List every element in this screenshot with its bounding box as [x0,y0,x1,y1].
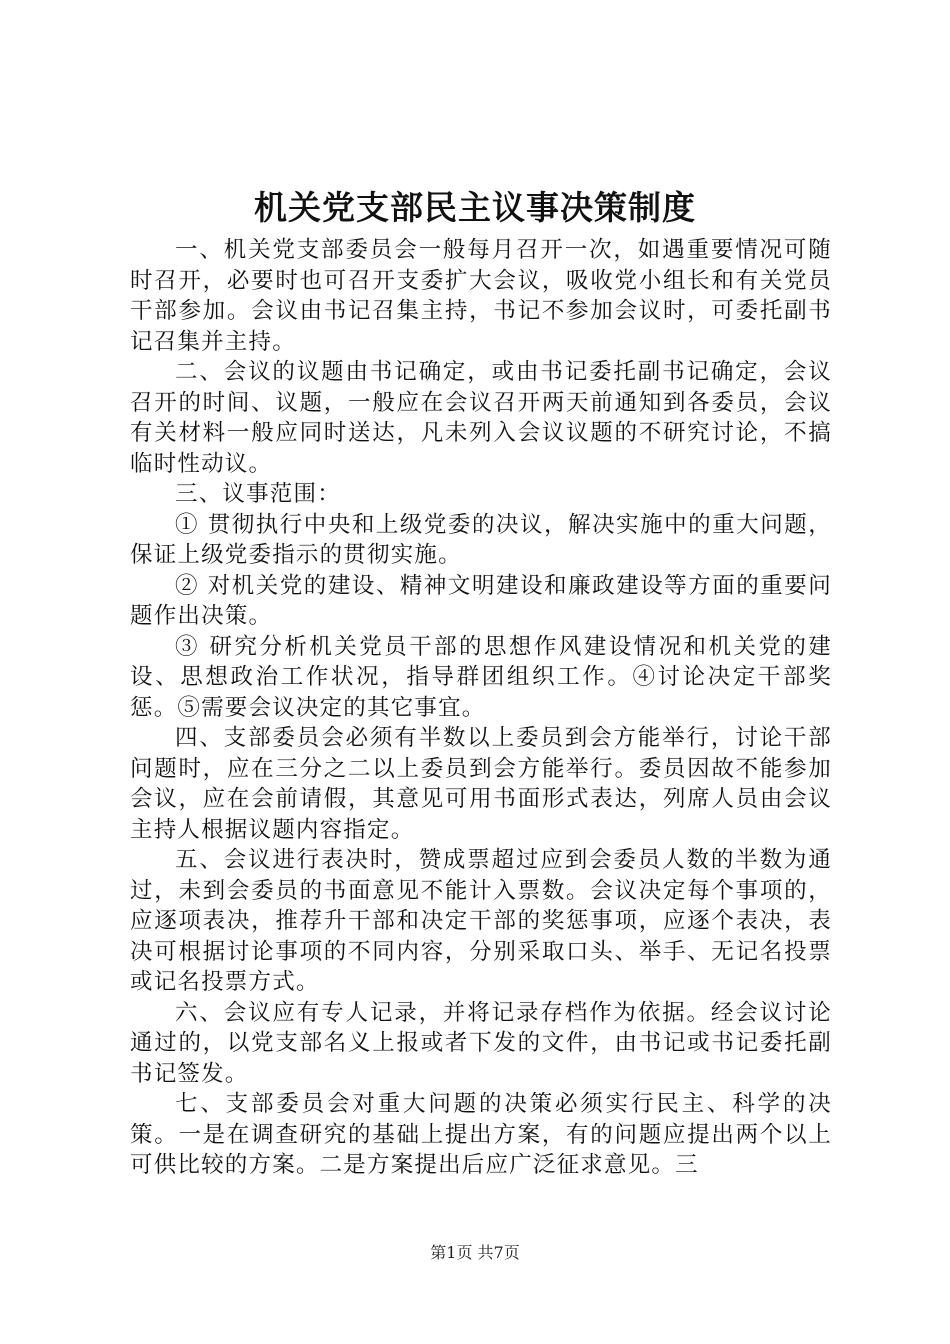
paragraph-4: 四、支部委员会必须有半数以上委员到会方能举行，讨论干部问题时，应在三分之二以上委员到会方能举行。委员因故不能参加会议，应在会前请假，其意见可用书面形式表达，列席人员由会议主持人根据议题内容指定。 [130,725,832,843]
paragraph-2: 二、会议的议题由书记确定，或由书记委托副书记确定，会议召开的时间、议题，一般应在会议召开两天前通知到各委员，会议有关材料一般应同时送达，凡未列入会议议题的不研究讨论，不搞临时性动议。 [130,359,832,477]
paragraph-3: 三、议事范围： [175,481,341,507]
paragraph-scope-item-2: ② 对机关党的建设、精神文明建设和廉政建设等方面的重要问题作出决策。 [130,572,832,629]
document-body [130,235,832,1181]
paragraph-scope-item-1: ① 贯彻执行中央和上级党委的决议，解决实施中的重大问题，保证上级党委指示的贯彻实施。 [130,511,832,568]
paragraph-6: 六、会议应有专人记录，并将记录存档作为依据。经会议讨论通过的，以党支部名义上报或者下发的文件，由书记或书记委托副书记签发。 [130,999,832,1087]
paragraph-scope-item-3: ③ 研究分析机关党员干部的思想作风建设情况和机关党的建设、思想政治工作状况，指导群团组织工作。④讨论决定干部奖惩。⑤需要会议决定的其它事宜。 [130,633,832,721]
paragraph-1: 一、机关党支部委员会一般每月召开一次，如遇重要情况可随时召开，必要时也可召开支委扩大会议，吸收党小组长和有关党员干部参加。会议由书记召集主持，书记不参加会议时，可委托副书记召集并主持。 [130,237,832,355]
document-title: 机关党支部民主议事决策制度 [254,188,696,227]
paragraph-7: 七、支部委员会对重大问题的决策必须实行民主、科学的决策。一是在调查研究的基础上提出方案，有的问题应提出两个以上可供比较的方案。二是方案提出后应广泛征求意见。三 [130,1091,832,1178]
paragraph-5: 五、会议进行表决时，赞成票超过应到会委员人数的半数为通过，未到会委员的书面意见不能计入票数。会议决定每个事项的，应逐项表决，推荐升干部和决定干部的奖惩事项，应逐个表决，表决可根据讨论事项的不同内容，分别采取口头、举手、无记名投票或记名投票方式。 [130,847,832,995]
page-number-footer: 第1页 共7页 [430,1243,520,1262]
